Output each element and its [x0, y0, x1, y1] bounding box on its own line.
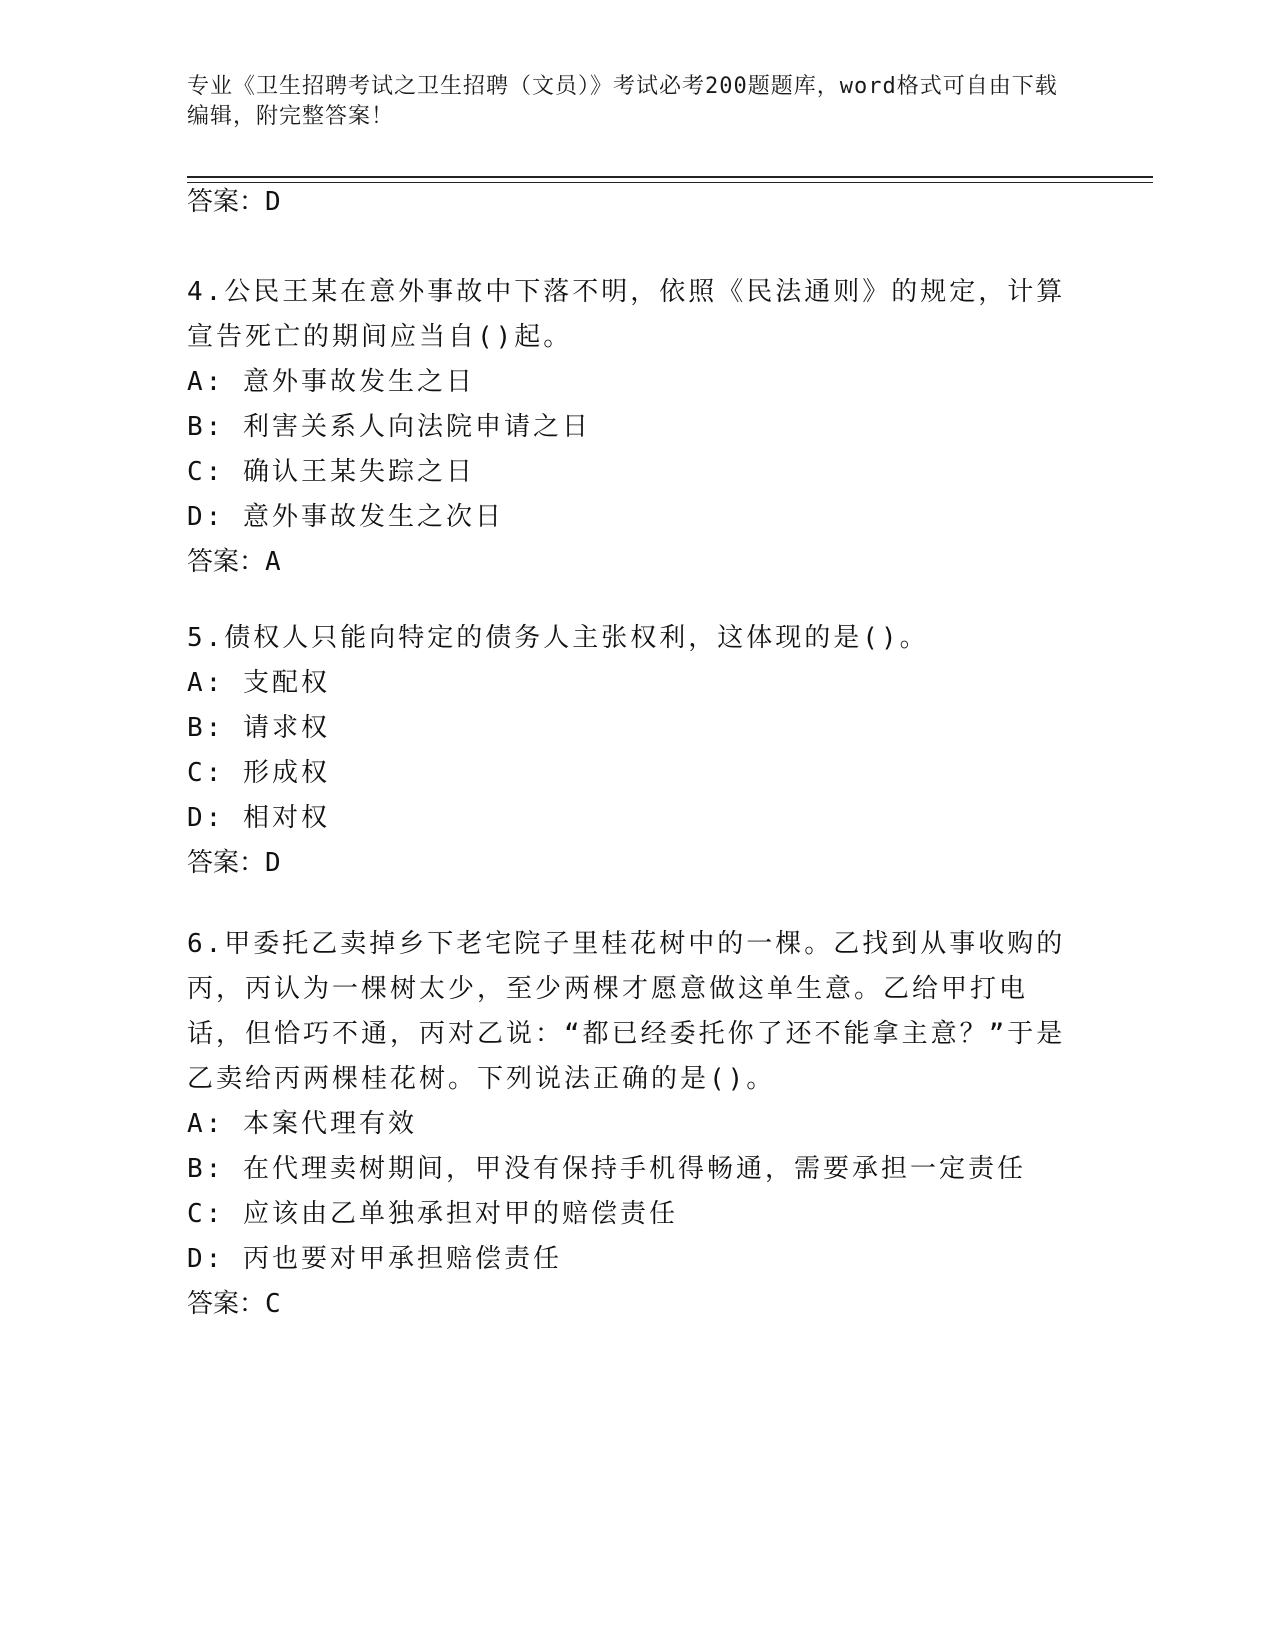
option-a: A: 意外事故发生之日	[187, 367, 475, 397]
header-divider-thin	[187, 182, 1153, 183]
question-answer	[187, 540, 1067, 585]
option-c: C: 应该由乙单独承担对甲的赔偿责任	[187, 1199, 678, 1229]
answer-label: 答案：	[187, 187, 266, 217]
question-answer	[187, 841, 1067, 886]
answer-label: 答案：	[187, 848, 266, 878]
option-c: C: 形成权	[187, 758, 330, 788]
answer-value: C	[265, 1289, 281, 1319]
option-d: D: 丙也要对甲承担赔偿责任	[187, 1244, 562, 1274]
question-4	[187, 270, 1067, 585]
question-stem: 6.甲委托乙卖掉乡下老宅院子里桂花树中的一棵。乙找到从事收购的丙，丙认为一棵树太少，至少两棵才愿意做这单生意。乙给甲打电话，但恰巧不通，丙对乙说：“都已经委托你了还不能拿主意？”于是乙卖给丙两棵桂花树。下列说法正确的是()。	[187, 929, 1066, 1094]
question-stem: 4.公民王某在意外事故中下落不明，依照《民法通则》的规定，计算宣告死亡的期间应当自()起。	[187, 277, 1066, 352]
header-divider-thick	[187, 176, 1153, 178]
answer-label: 答案：	[187, 547, 266, 577]
question-6	[187, 922, 1067, 1327]
option-a: A: 本案代理有效	[187, 1109, 417, 1139]
question-answer	[187, 1282, 1067, 1327]
option-b: B: 在代理卖树期间，甲没有保持手机得畅通，需要承担一定责任	[187, 1154, 1026, 1184]
option-d: D: 相对权	[187, 803, 330, 833]
question-5	[187, 616, 1067, 886]
answer-label: 答案：	[187, 1289, 266, 1319]
option-c: C: 确认王某失踪之日	[187, 457, 475, 487]
option-a: A: 支配权	[187, 668, 330, 698]
option-d: D: 意外事故发生之次日	[187, 502, 504, 532]
document-header: 专业《卫生招聘考试之卫生招聘（文员）》考试必考200题题库，word格式可自由下载编辑，附完整答案！	[187, 74, 1058, 129]
previous-answer	[187, 184, 281, 220]
answer-value: A	[265, 547, 281, 577]
option-b: B: 利害关系人向法院申请之日	[187, 412, 591, 442]
option-b: B: 请求权	[187, 713, 330, 743]
question-stem: 5.债权人只能向特定的债务人主张权利，这体现的是()。	[187, 623, 929, 653]
answer-value: D	[265, 848, 281, 878]
answer-value: D	[265, 187, 281, 217]
